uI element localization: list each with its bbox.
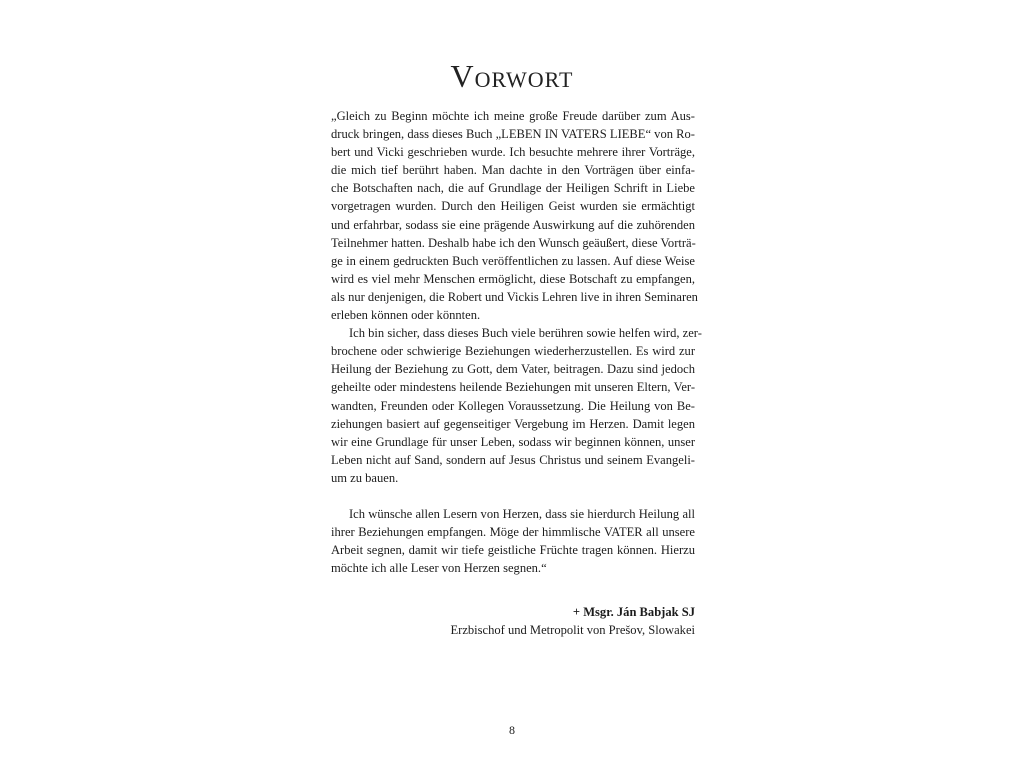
page-number: 8 [509,723,515,737]
paragraph-3-line: ihrer Beziehungen empfangen. Möge der himmlische VATER all unsere [331,525,695,540]
paragraph-2-line: brochene oder schwierige Beziehungen wiederherzustellen. Es wird zur [331,344,695,359]
paragraph-1-line: bert und Vicki geschrieben wurde. Ich besuchte mehrere ihrer Vorträge, [331,145,695,160]
paragraph-3-line: Arbeit segnen, damit wir tiefe geistliche Früchte tragen können. Hierzu [331,543,695,558]
paragraph-2-line: geheilte oder mindestens heilende Beziehungen mit unseren Eltern, Ver- [331,380,695,395]
paragraph-2-line: wandten, Freunden oder Kollegen Voraussetzung. Die Heilung von Be- [331,398,695,413]
paragraph-2-line: wir eine Grundlage für unser Leben, sodass wir beginnen können, unser [331,434,695,449]
body-text [331,107,702,577]
paragraph-2-line: Heilung der Beziehung zu Gott, dem Vater, beitragen. Dazu sind jedoch [331,362,695,377]
paragraph-1-line: als nur denjenigen, die Robert und Vickis Lehren live in ihren Seminaren [331,289,698,304]
paragraph-1-line: ge in einem gedruckten Buch veröffentlichen zu lassen. Auf diese Weise [331,253,695,268]
paragraph-1-line: druck bringen, dass dieses Buch „LEBEN IN VATERS LIEBE“ von Ro- [331,127,695,142]
page-title: Vorwort [450,58,574,94]
paragraph-2-line: um zu bauen. [331,470,399,485]
paragraph-2-line: Ich bin sicher, dass dieses Buch viele berühren sowie helfen wird, zer- [349,326,702,341]
paragraph-spacer [331,487,695,505]
paragraph-1-line: Teilnehmer hatten. Deshalb habe ich den Wunsch geäußert, diese Vorträ- [331,235,696,250]
paragraph-3-line: möchte ich alle Leser von Herzen segnen.“ [331,561,547,576]
paragraph-1-line: die mich tief berührt haben. Man dachte in den Vorträgen über einfa- [331,163,695,178]
paragraph-1-line: erleben können oder könnten. [331,308,481,323]
paragraph-2-line: Leben nicht auf Sand, sondern auf Jesus Christus und seinem Evangeli- [331,452,695,467]
paragraph-2-line: ziehungen basiert auf gegenseitiger Vergebung im Herzen. Damit legen [331,416,695,431]
signature-title: Erzbischof und Metropolit von Prešov, Slowakei [450,623,695,637]
paragraph-1-line: che Botschaften nach, die auf Grundlage der Heiligen Schrift in Liebe [331,181,695,196]
paragraph-3-line: Ich wünsche allen Lesern von Herzen, dass sie hierdurch Heilung all [349,507,695,522]
paragraph-1-line: vorgetragen wurden. Durch den Heiligen Geist wurden sie ermächtigt [331,199,695,214]
paragraph-1-line: und erfahrbar, sodass sie eine prägende Auswirkung auf die zuhörenden [331,217,695,232]
paragraph-1-line: „Gleich zu Beginn möchte ich meine große Freude darüber zum Aus- [331,109,695,123]
paragraph-1-line: wird es viel mehr Menschen ermöglicht, diese Botschaft zu empfangen, [331,271,695,286]
signature-name: + Msgr. Ján Babjak SJ [572,605,695,619]
